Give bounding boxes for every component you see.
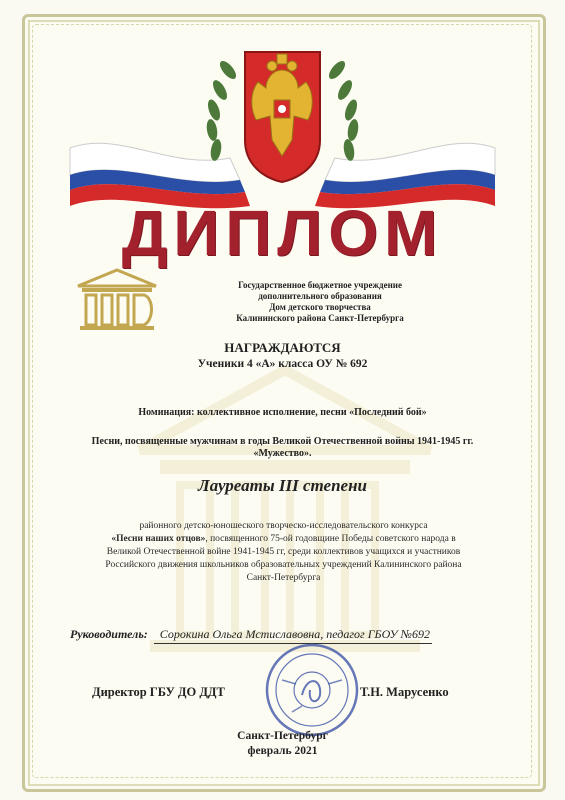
contest-line: районного детско-юношеского творческо-исследовательского конкурса — [139, 521, 428, 531]
songs-block — [60, 436, 505, 460]
songs-line: «Мужество». — [253, 448, 312, 459]
director-title: Директор ГБУ ДО ДДТ — [92, 685, 225, 699]
contest-line — [56, 533, 511, 546]
leader-label: Руководитель: — [70, 627, 148, 641]
ddt-logo-icon — [74, 268, 160, 332]
org-line: Государственное бюджетное учреждение — [238, 280, 402, 290]
building-watermark-icon — [120, 360, 450, 660]
issue-date: февраль 2021 — [247, 745, 318, 757]
diploma-title: ДИПЛОМ — [121, 197, 444, 269]
contest-description — [56, 520, 511, 585]
city: Санкт-Петербург — [237, 730, 328, 742]
round-seal-icon — [262, 640, 362, 740]
org-line: Дом детского творчества — [269, 302, 371, 312]
nomination-text: Номинация: коллективное исполнение, песни «Последний бой» — [138, 407, 427, 418]
contest-line: Великой Отечественной войне 1941-1945 гг, среди коллективов учащихся и участников — [106, 547, 461, 557]
org-line: дополнительного образования — [258, 291, 382, 301]
director-name: Т.Н. Марусенко — [360, 685, 449, 699]
leader-name: Сорокина Ольга Мстиславовна, педагог ГБОУ №692 — [154, 627, 432, 644]
contest-name: «Песни наших отцов» — [111, 534, 206, 544]
contest-line: Санкт-Петербурга — [246, 573, 321, 583]
contest-line-rest: , посвященного 75-ой годовщине Победы советского народа в — [205, 534, 456, 544]
organization-block — [190, 280, 450, 324]
award-recipient: Ученики 4 «А» класса ОУ № 692 — [197, 358, 368, 370]
coat-of-arms-icon — [0, 30, 565, 210]
contest-line: Российского движения школьников образовательных учреждений Калининского района — [105, 560, 462, 570]
songs-line: Песни, посвященные мужчинам в годы Великой Отечественной войны 1941-1945 гг. — [91, 436, 474, 447]
laureates-degree: Лауреаты III степени — [198, 476, 367, 495]
award-heading: НАГРАЖДАЮТСЯ — [224, 340, 341, 355]
org-line: Калининского района Санкт-Петербурга — [236, 313, 404, 323]
